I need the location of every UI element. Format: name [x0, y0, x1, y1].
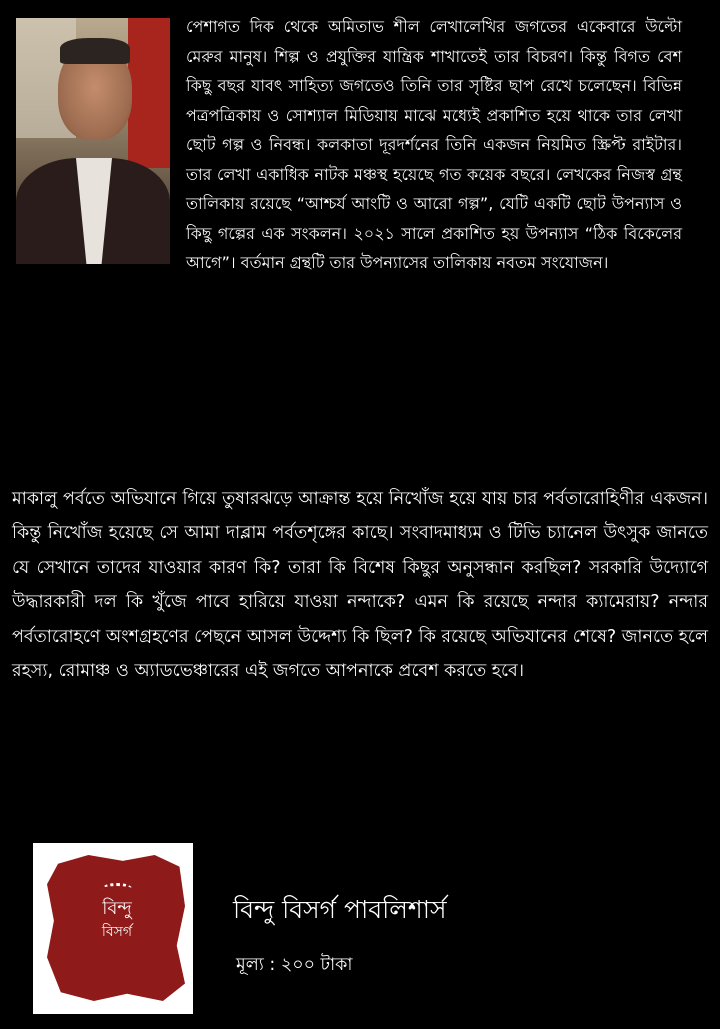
author-photo [16, 18, 170, 264]
logo-lettering-icon: বিন্দু বিসর্গ [93, 883, 141, 963]
publisher-name: বিন্দু বিসর্গ পাবলিশার্স [233, 895, 447, 924]
photo-background-red [128, 18, 170, 168]
photo-hair [60, 38, 130, 64]
book-price: মূল্য : ২০০ টাকা [236, 955, 353, 975]
publisher-logo [33, 843, 193, 1014]
author-bio: পেশাগত দিক থেকে অমিতাভ শীল লেখালেখির জগতের একেবারে উল্টো মেরুর মানুষ। শিল্প ও প্রযুক্তির যান্ত্রিক শাখাতেই তার বিচরণ। কিন্তু বিগত বেশ কিছু বছর যাবৎ সাহিত্য জগতেও তিনি তার সৃষ্টির ছাপ রেখে চলেছেন। বিভিন্ন পত্রপত্রিকায় ও সোশ্যাল মিডিয়ায় মাঝে মধ্যেই প্রকাশিত হয়ে থাকে তার লেখা ছোট গল্প ও নিবন্ধ। কলকাতা দূরদর্শনের তিনি একজন নিয়মিত স্ক্রিপ্ট রাইটার। তার লেখা একাধিক নাটক মঞ্চস্থ হয়েছে গত কয়েক বছরে। লেখকের নিজস্ব গ্রন্থ তালিকায় রয়েছে “আশ্চর্য আংটি ও আরো গল্প”, যেটি একটি ছোট উপন্যাস ও কিছু গল্পের এক সংকলন। ২০২১ সালে প্রকাশিত হয় উপন্যাস “ঠিক বিকেলের আগে”। বর্তমান গ্রন্থটি তার উপন্যাসের তালিকায় নবতম সংযোজন। [186, 17, 682, 272]
book-blurb: মাকালু পর্বতে অভিযানে গিয়ে তুষারঝড়ে আক্রান্ত হয়ে নিখোঁজ হয়ে যায় চার পর্বতারোহিণীর একজন। কিন্তু নিখোঁজ হয়েছে সে আমা দাব্লাম পর্বতশৃঙ্গের কাছে। সংবাদমাধ্যম ও টিভি চ্যানেল উৎসুক জানতে যে সেখানে তাদের যাওয়ার কারণ কি? তারা কি বিশেষ কিছুর অনুসন্ধান করছিল? সরকারি উদ্যোগে উদ্ধারকারী দল কি খুঁজে পাবে হারিয়ে যাওয়া নন্দাকে? এমন কি রয়েছে নন্দার ক্যামেরায়? নন্দার পর্বতারোহণে অংশগ্রহণের পেছনে আসল উদ্দেশ্য কি ছিল? কি রয়েছে অভিযানের শেষে? জানতে হলে রহস্য, রোমাঞ্চ ও অ্যাডভেঞ্চারের এই জগতে আপনাকে প্রবেশ করতে হবে। [12, 489, 708, 682]
